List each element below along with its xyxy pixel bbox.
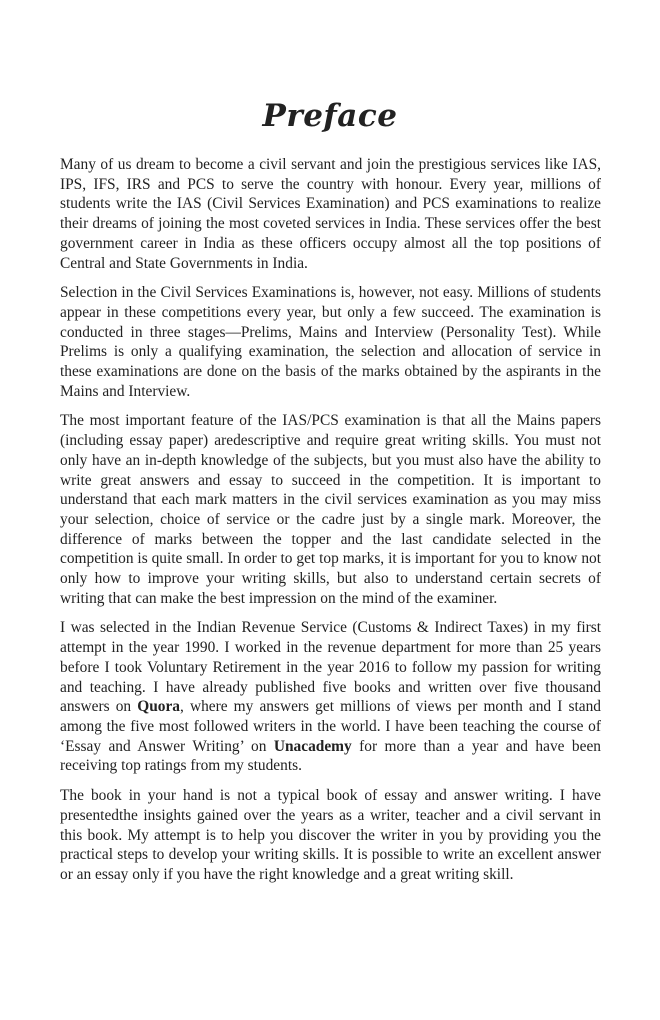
paragraph-5: The book in your hand is not a typical book of essay and answer writing. I have presentedthe insights gained over the years as a writer, teacher and a civil servant in this book. My attempt is to help you discover the writer in you by providing you the practical steps to develop your writing skills. It is possible to write an excellent answer or an essay only if you have the right knowledge and a great writing skill. — [60, 787, 601, 883]
paragraph-4-part-1: I was selected in the Indian Revenue Service (Customs & Indirect Taxes) in my first attempt in the year 1990. I worked in the revenue department for more than 25 years before I took Voluntary Retirement in the year 2016 to follow my passion for writing and teaching. I have already published five books and written over five thousand answers on — [60, 619, 601, 716]
paragraph-4-part-3: for more than a year and have been receiving top ratings from my students. — [60, 737, 601, 775]
paragraph-2: Selection in the Civil Services Examinations is, however, not easy. Millions of students appear in these competitions every year, but only a few succeed. The examination is conducted in three stages—Prelims, Mains and Interview (Personality Test). While Prelims is only a qualifying examination, the selection and allocation of service in these examinations are done on the basis of the marks obtained by the aspirants in the Mains and Interview. — [60, 284, 601, 400]
paragraph-4-part-2: , where my answers get millions of views per month and I stand among the five most followed writers in the world. I have been teaching the course of ‘Essay and Answer Writing’ on — [60, 698, 601, 755]
page-title: Preface — [262, 98, 398, 134]
unacademy-name: Unacademy — [273, 737, 352, 755]
paragraph-4 — [60, 618, 601, 776]
preface-body — [60, 155, 601, 895]
quora-name: Quora — [137, 698, 180, 716]
paragraph-1: Many of us dream to become a civil servant and join the prestigious services like IAS, IPS, IFS, IRS and PCS to serve the country with honour. Every year, millions of students write the IAS (Civil Services Examination) and PCS examinations to realize their dreams of joining the most coveted services in India. These services offer the best government career in India as these officers occupy almost all the top positions of Central and State Governments in India. — [60, 156, 601, 272]
paragraph-3: The most important feature of the IAS/PCS examination is that all the Mains papers (including essay paper) aredescriptive and require great writing skills. You must not only have an in-depth knowledge of the subjects, but you must also have the ability to write great answers and essay to succeed in the competition. It is important to understand that each mark matters in the civil services examination as you may miss your selection, choice of service or the cadre just by a single mark. Moreover, the difference of marks between the topper and the last candidate selected in the competition is quite small. In order to get top marks, it is important for you to know not only how to improve your writing skills, but also to understand certain secrets of writing that can make the best impression on the mind of the examiner. — [60, 412, 601, 607]
